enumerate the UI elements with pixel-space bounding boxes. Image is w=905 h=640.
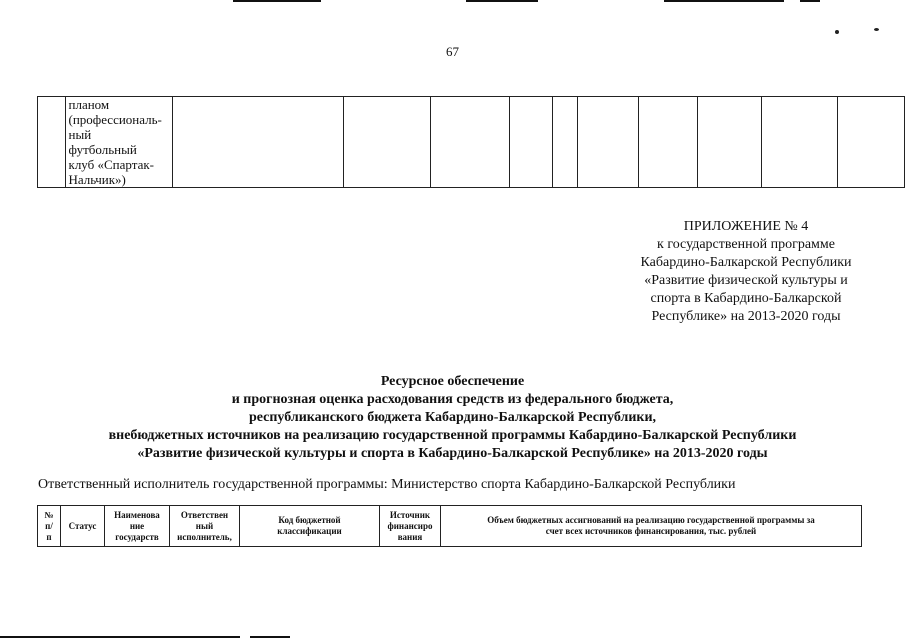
appendix-line: «Развитие физической культуры и [644, 273, 848, 288]
table-cell [838, 97, 905, 188]
appendix-line: Республике» на 2013-2020 годы [651, 309, 841, 324]
table-cell [65, 97, 173, 188]
header-cell-status [61, 506, 105, 547]
heading-line: «Развитие физической культуры и спорта в Кабардино-Балкарской Республике» на 2013-2020 годы [137, 446, 768, 461]
scan-artifact-line [466, 0, 538, 2]
header-cell-number [38, 506, 61, 547]
table-cell [697, 97, 761, 188]
header-text-line: вания [397, 531, 423, 542]
scan-artifact-line [664, 0, 784, 2]
appendix-line: спорта в Кабардино-Балкарской [650, 291, 842, 306]
table-header-row [38, 506, 862, 547]
table-cell [510, 97, 553, 188]
scan-artifact-line [0, 636, 240, 638]
scan-artifact-dot [874, 28, 879, 31]
cell-text-line: (профессиональ- [68, 112, 162, 127]
continuation-table [37, 96, 905, 188]
header-cell-name [105, 506, 170, 547]
cell-text-line: клуб «Спартак- [68, 157, 154, 172]
header-text-line: Наименова [114, 509, 160, 520]
appendix-block [600, 218, 892, 326]
header-text-line: Статус [68, 520, 97, 531]
scan-artifact-dot [835, 30, 839, 34]
appendix-line: Кабардино-Балкарской Республики [640, 255, 852, 270]
header-text-line: ный [195, 520, 214, 531]
resource-table [37, 505, 862, 547]
table-cell [38, 97, 66, 188]
table-row [38, 97, 905, 188]
header-text-line: ние [129, 520, 145, 531]
header-cell-funding-source [380, 506, 441, 547]
heading-line: республиканского бюджета Кабардино-Балкарской Республики, [248, 410, 657, 425]
responsible-executor-line: Ответственный исполнитель государственной программы: Министерство спорта Кабардино-Балкарской Республики [38, 477, 736, 492]
header-text-line: Код бюджетной [278, 515, 341, 525]
document-heading [0, 373, 905, 463]
scan-artifact-line [233, 0, 321, 2]
header-text-line: Объем бюджетных ассигнований на реализацию государственной программы за [487, 515, 815, 525]
cell-text-line: футбольный [68, 142, 137, 157]
header-cell-executor [170, 506, 240, 547]
header-text-line: финансиро [387, 520, 433, 531]
table-cell [430, 97, 510, 188]
heading-line: внебюджетных источников на реализацию государственной программы Кабардино-Балкарской Республики [108, 428, 797, 443]
header-text-line: Ответствен [180, 509, 229, 520]
scan-artifact-line [250, 636, 290, 638]
table-cell [638, 97, 697, 188]
header-text-line: п [46, 531, 52, 542]
header-cell-budget-volume [441, 506, 862, 547]
scan-artifact-line [800, 0, 820, 2]
header-text-line: классификации [277, 526, 342, 536]
header-text-line: исполнитель, [177, 531, 232, 542]
table-cell [761, 97, 838, 188]
appendix-title: ПРИЛОЖЕНИЕ № 4 [683, 219, 809, 234]
page-number: 67 [446, 44, 459, 59]
header-text-line: Источник [389, 509, 431, 520]
heading-line: и прогнозная оценка расходования средств из федерального бюджета, [231, 392, 674, 407]
table-cell [577, 97, 638, 188]
appendix-line: к государственной программе [657, 237, 835, 252]
heading-line: Ресурсное обеспечение [380, 374, 525, 389]
header-text-line: государств [115, 531, 159, 542]
header-text-line: п/ [45, 520, 53, 531]
table-cell [173, 97, 344, 188]
header-text-line: счет всех источников финансирования, тыс. рублей [545, 526, 757, 536]
cell-text-line: планом [68, 97, 110, 112]
table-cell [344, 97, 430, 188]
cell-text-line: Нальчик») [68, 172, 126, 187]
header-cell-budget-code [240, 506, 380, 547]
header-text-line: № [44, 509, 54, 520]
cell-text-line: ный [68, 127, 92, 142]
table-cell [553, 97, 578, 188]
